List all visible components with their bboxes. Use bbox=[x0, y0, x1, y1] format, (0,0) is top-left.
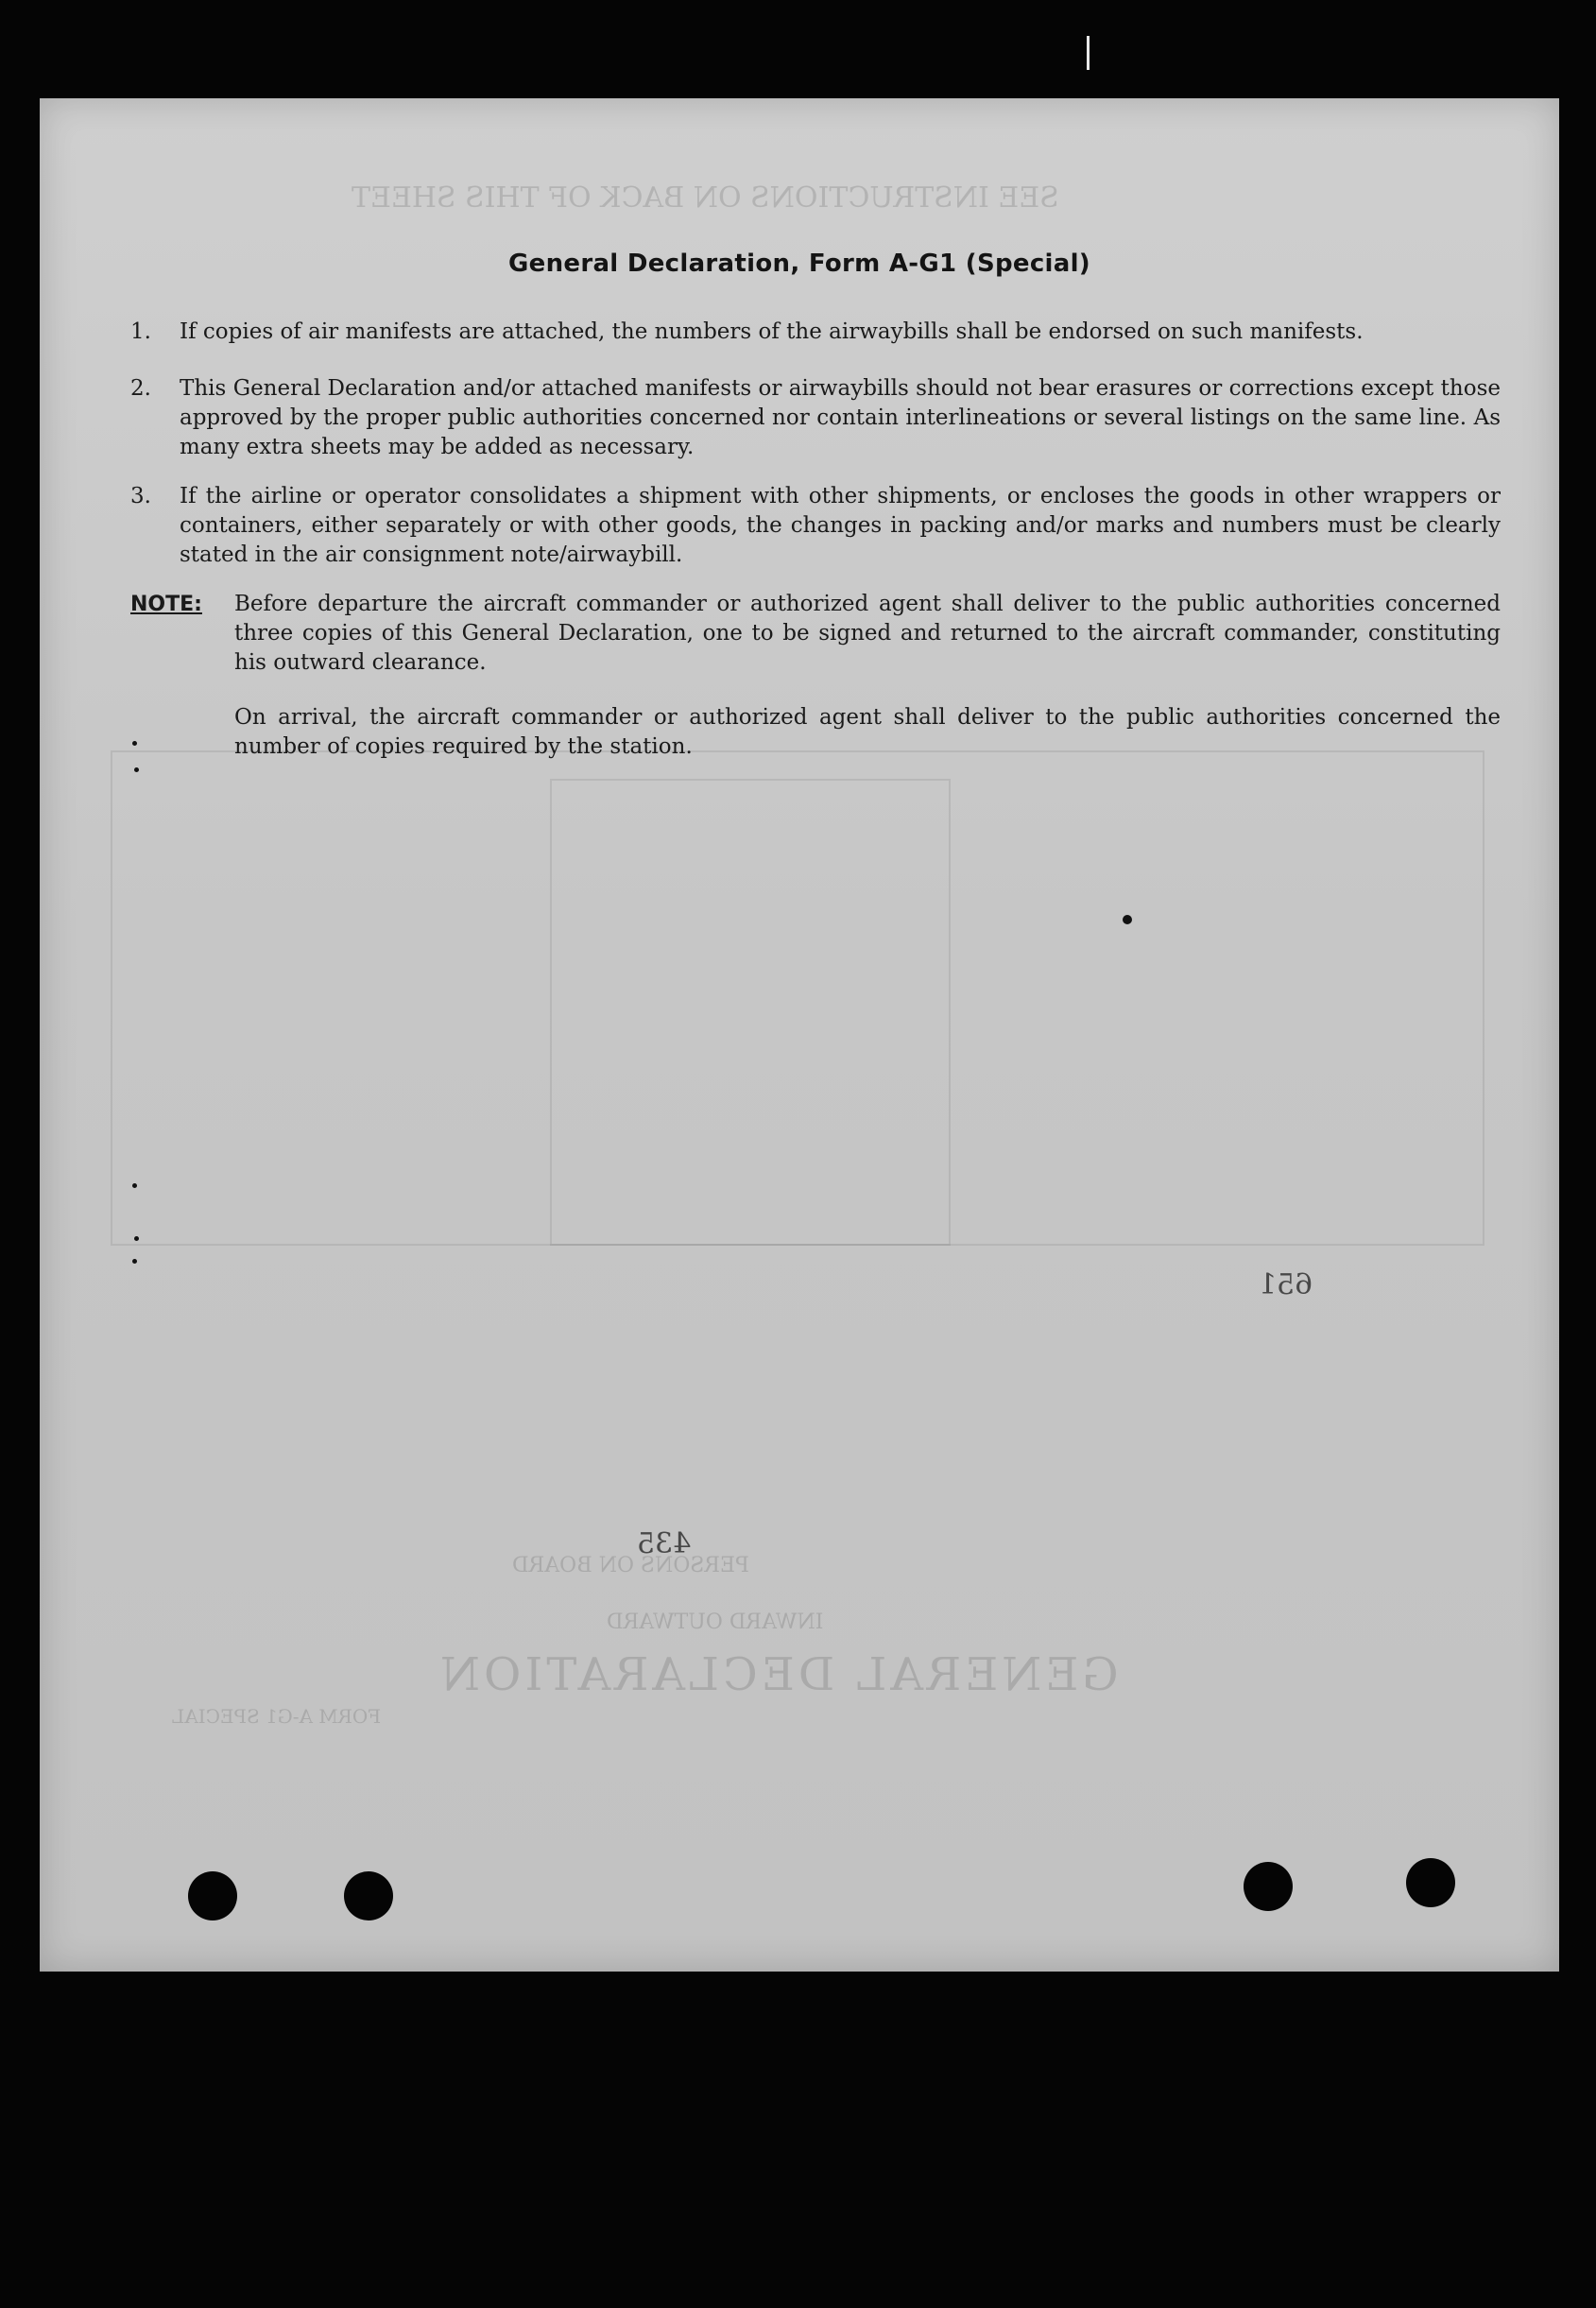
item-text: If the airline or operator consolidates a shipment with other shipments, or encloses the goods in other wrappers or containers, either separately or with other goods, the changes in packing and/or marks and numbers must be clearly stated in the air consignment note/airwaybill. bbox=[180, 484, 1501, 567]
punch-hole-left-2 bbox=[344, 1871, 393, 1920]
instruction-item-2 bbox=[130, 374, 1501, 462]
speck-mark bbox=[1123, 915, 1132, 924]
document-page bbox=[40, 98, 1559, 1972]
note-text: Before departure the aircraft commander or authorized agent shall deliver to the public authorities concerned three copies of this General Declaration, one to be signed and returned to the aircraft commander, constituting his outward clearance. bbox=[234, 592, 1501, 675]
speck-mark bbox=[132, 741, 137, 746]
instruction-item-1 bbox=[130, 318, 1501, 347]
bleed-table-column bbox=[550, 779, 951, 1246]
item-number: 2. bbox=[130, 376, 151, 401]
punch-hole-left-1 bbox=[188, 1871, 237, 1920]
bleed-line1: PERSONS ON BOARD bbox=[512, 1554, 749, 1577]
bleed-form-code: FORM A-G1 SPECIAL bbox=[172, 1705, 382, 1728]
item-text: If copies of air manifests are attached, the numbers of the airwaybills shall be endorsed on such manifests. bbox=[180, 319, 1364, 344]
item-number: 1. bbox=[130, 319, 151, 344]
instruction-item-3 bbox=[130, 482, 1501, 570]
note-arrival-text: On arrival, the aircraft commander or authorized agent shall deliver to the public authorities concerned the number of copies required by the station. bbox=[234, 705, 1501, 759]
bleed-big-heading: GENERAL DECLARATION bbox=[437, 1648, 1119, 1701]
speck-mark bbox=[132, 1259, 137, 1264]
item-text: This General Declaration and/or attached manifests or airwaybills should not bear erasures or corrections except those approved by the proper public authorities concerned nor contain interlineations or several listings on the same line. As many extra sheets may be added as necessary. bbox=[180, 376, 1501, 459]
note-block bbox=[130, 590, 1501, 678]
note-label: NOTE: bbox=[130, 593, 202, 616]
bleed-sub-heading: INWARD OUTWARD bbox=[607, 1610, 824, 1634]
page-title: General Declaration, Form A-G1 (Special) bbox=[508, 250, 1090, 278]
speck-mark bbox=[132, 1183, 137, 1188]
bleed-heading-top: SEE INSTRUCTIONS ON BACK OF THIS SHEET bbox=[352, 181, 1059, 215]
punch-hole-right-2 bbox=[1406, 1858, 1455, 1907]
scanner-mark bbox=[1087, 36, 1090, 70]
speck-mark bbox=[134, 1236, 139, 1241]
handwritten-number-2: 435 bbox=[637, 1527, 692, 1560]
handwritten-number-1: 651 bbox=[1259, 1268, 1313, 1301]
speck-mark bbox=[134, 767, 139, 772]
item-number: 3. bbox=[130, 484, 151, 508]
punch-hole-right-1 bbox=[1244, 1862, 1293, 1911]
